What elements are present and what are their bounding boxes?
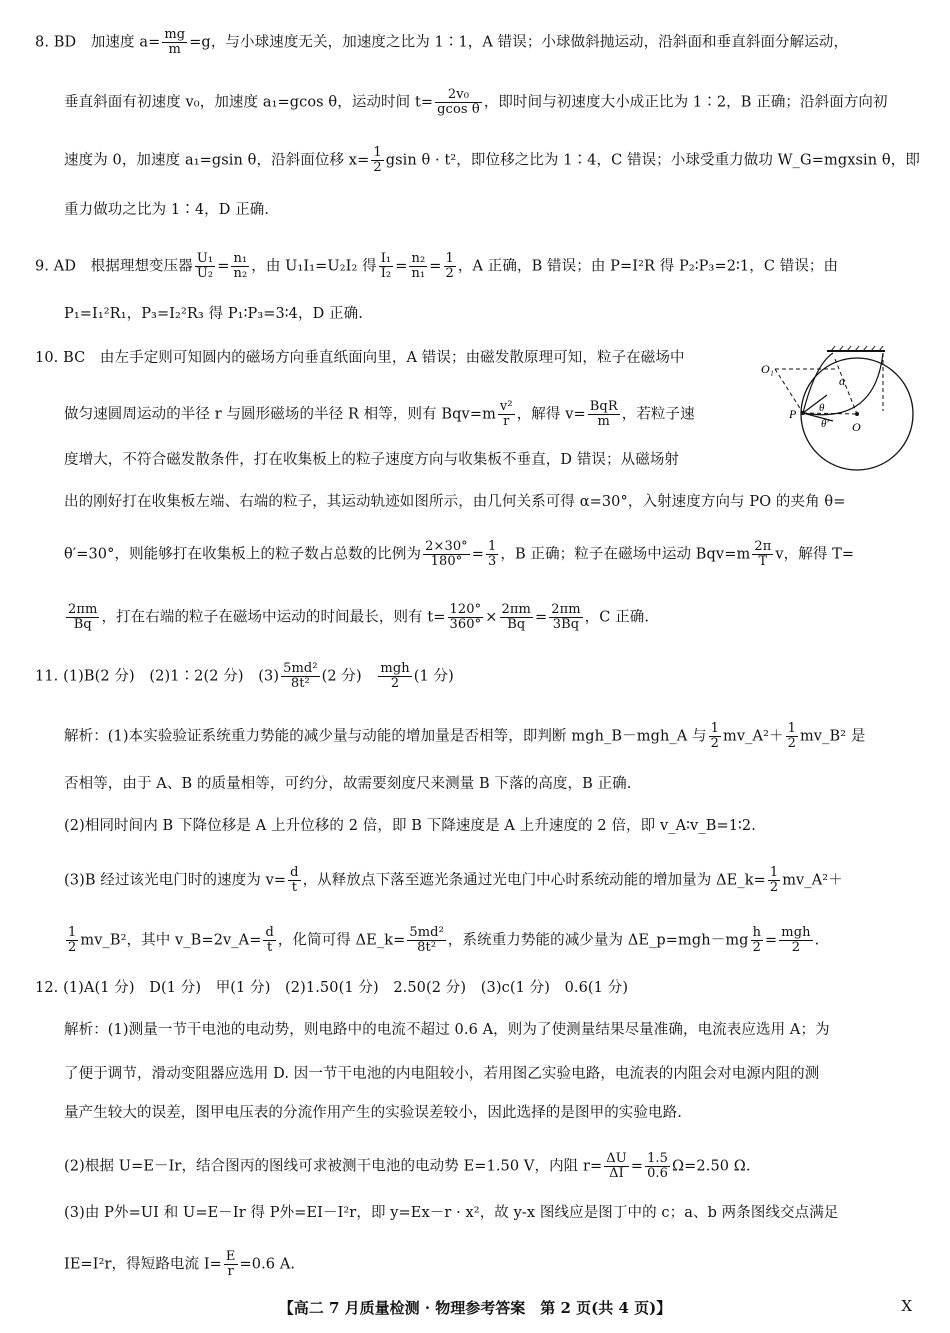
page-footer: 【高二 7 月质量检测 · 物理参考答案 第 2 页(共 4 页)】 [278,1299,672,1317]
fraction: $\frac{1}{2}$ [68,925,77,955]
fraction: $\frac{120^\circ}{360^\circ}$ [449,602,482,632]
version-code: X [901,1297,912,1315]
q10-line-6: $\frac{2\pi m}{Bq}$ ，打在右端的粒子在磁场中运动的时间最长，则有 t= $\frac{120^\circ}{360^\circ}$ × $\frac{2\pi m}{Bq}$ = $\frac{2\pi m}{3Bq}$ ，C 正确. [68,602,650,632]
q8-line-3: 速度为 0，加速度 a₁=gsin θ，沿斜面位移 x= $\frac{1}{2}$ gsin θ · t²，即位移之比为 1∶4，C 错误；小球受重力做功 W_G=mgxsin θ，即 [64,145,920,175]
q12-line-3: 了便于调节，滑动变阻器应选用 D. 因一节干电池的内电阻较小，若用图乙实验电路，电流表的内阻会对电源内阻的测 [64,1066,820,1082]
fraction: $\frac{\text{v²}}{r}$ [499,399,513,429]
fraction: $\frac{\text{n₂}}{\text{n₁}}$ [411,251,426,281]
fraction: $\frac{d}{t}$ [290,865,299,895]
q12-line-7: IE=I²r，得短路电流 I= $\frac{E}{r}$ =0.6 A. [64,1249,296,1279]
fraction: $\frac{\text{U₁}}{\text{U₂}}$ [196,251,214,281]
fraction: $\frac{\text{I₁}}{\text{I₂}}$ [380,251,392,281]
q10-line-2: 做匀速圆周运动的半径 r 与圆形磁场的半径 R 相等，则有 Bqv=m $\frac{\text{v²}}{r}$ ，解得 v= $\frac{\text{BqR}}{m}$ ，若粒子速 [64,399,695,429]
q9-line-2: P₁=I₁²R₁，P₃=I₂²R₃ 得 P₁∶P₃=3∶4，D 正确. [64,306,363,322]
q12-line-4: 量产生较大的误差，图甲电压表的分流作用产生的实验误差较小，因此选择的是图甲的实验电路. [64,1105,682,1121]
q8-line-1: 8. BD 加速度 a= $\frac{mg}{m}$ =g，与小球速度无关，加速度之比为 1∶1，A 错误；小球做斜抛运动，沿斜面和垂直斜面分解运动， [35,27,849,57]
fraction: $\frac{E}{r}$ [225,1249,236,1279]
fraction: $\frac{\text{mgh}}{2}$ [781,925,811,955]
fraction: $\frac{d}{t}$ [265,925,274,955]
fraction: $\frac{1}{2}$ [710,721,719,751]
q11-line-3: 否相等，由于 A、B 的质量相等，可约分，故需要刻度尺来测量 B 下落的高度，B 正确. [64,776,632,792]
label-theta: θ [819,402,825,414]
q8-line-4: 重力做功之比为 1∶4，D 正确. [64,202,270,218]
q9-line-1: 9. AD 根据理想变压器 $\frac{\text{U₁}}{\text{U₂}}$ = $\frac{\text{n₁}}{\text{n₂}}$ ，由 U₁I₁=U₂I₂ 得 $\frac{\text{I₁}}{\text{I₂}}$ = $\frac{\text{n₂}}{\text{n₁}}$ = $\frac{1}{2}$ ，A 正确，B 错误；由 P=I²R 得 P₂∶P₃=2∶1，C 错误；由 [35,251,839,281]
label-o: O [852,420,861,434]
label-alpha: α [839,374,846,388]
fraction: $\frac{1}{2}$ [769,865,779,895]
fraction: $\frac{\text{2v₀}}{\text{gcos θ}}$ [437,87,480,117]
label-theta-prime: θ′ [821,418,829,430]
fraction: $\frac{1}{2}$ [373,145,382,175]
q10-line-4: 出的刚好打在收集板左端、右端的粒子，其运动轨迹如图所示，由几何关系可得 α=30°，入射速度方向与 PO 的夹角 θ= [64,494,846,510]
fraction: $\frac{1}{2}$ [787,721,796,751]
fraction: $\frac{2\pi m}{3Bq}$ [551,602,581,632]
q8-line-2: 垂直斜面有初速度 v₀，加速度 a₁=gcos θ，运动时间 t= $\frac{\text{2v₀}}{\text{gcos θ}}$ ，即时间与初速度大小成正比为 1∶2，B 正确；沿斜面方向初 [64,87,888,117]
fraction: $\frac{h}{2}$ [752,925,762,955]
q12-line-2: 解析：(1)测量一节干电池的电动势，则电路中的电流不超过 0.6 A，则为了使测量结果尽量准确，电流表应选用 A；为 [64,1022,830,1038]
fraction: $\frac{2\pi m}{Bq}$ [501,602,531,632]
q10-line-5: θ′=30°，则能够打在收集板上的粒子数占总数的比例为 $\frac{2\times 30^\circ}{180^\circ}$ = $\frac{1}{3}$ ，B 正确；粒子在磁场中运动 Bqv=m $\frac{2\pi}{T}$ v，解得 T= [64,539,855,569]
q11-line-2: 解析：(1)本实验验证系统重力势能的减少量与动能的增加量是否相等，即判断 mgh_B－mgh_A 与 $\frac{1}{2}$ mv_A²＋ $\frac{1}{2}$ mv_B² 是 [64,721,866,751]
magnetic-field-diagram [755,345,920,475]
q12-line-6: (3)由 P外=UI 和 U=E－Ir 得 P外=EI－I²r，即 y=Ex－r · x²，故 y-x 图线应是图丁中的 c；a、b 两条图线交点满足 [64,1205,839,1221]
point-o [855,412,859,416]
fraction: $\frac{2\pi}{T}$ [754,539,772,569]
fraction: $\frac{2\times 30^\circ}{180^\circ}$ [425,539,468,569]
q10-line-3: 度增大，不符合磁发散条件，打在收集板上的粒子速度方向与收集板不垂直，D 错误；从磁场射 [64,452,680,468]
q11-line-4: (2)相同时间内 B 下降位移是 A 上升位移的 2 倍，即 B 下降速度是 A 上升速度的 2 倍，即 v_A∶v_B=1∶2. [64,818,756,834]
fraction: $\frac{1}{2}$ [445,251,454,281]
fraction: $\frac{\text{n₁}}{\text{n₂}}$ [233,251,248,281]
point-p [801,411,805,415]
q11-line-5: (3)B 经过该光电门时的速度为 v= $\frac{d}{t}$ ，从释放点下落至遮光条通过光电门中心时系统动能的增加量为 ΔE_k= $\frac{1}{2}$ mv_A²＋ [64,865,843,895]
fraction: $\frac{mg}{m}$ [164,27,186,57]
fraction: $\frac{\text{5md²}}{\text{8t²}}$ [409,925,444,955]
trajectory-left [803,353,833,413]
fraction: $\frac{1.5}{0.6}$ [647,1151,669,1181]
label-o1: O₁ [761,362,774,376]
fraction: $\frac{\Delta U}{\Delta I}$ [606,1151,627,1181]
fraction: $\frac{\text{5md²}}{\text{8t²}}$ [283,661,318,691]
fraction: $\frac{\text{BqR}}{m}$ [589,399,618,429]
q10-line-1: 10. BC 由左手定则可知圆内的磁场方向垂直纸面向里，A 错误；由磁发散原理可知，粒子在磁场中 [35,350,685,366]
fraction: $\frac{\text{mgh}}{2}$ [380,661,410,691]
q11-line-1: 11. (1)B(2 分) (2)1∶2(2 分) (3) $\frac{\text{5md²}}{\text{8t²}}$ (2 分) $\frac{\text{mgh}}{2}$ (1 分) [35,661,454,691]
fraction: $\frac{1}{3}$ [488,539,497,569]
fraction: $\frac{2\pi m}{Bq}$ [68,602,98,632]
q12-line-1: 12. (1)A(1 分) D(1 分) 甲(1 分) (2)1.50(1 分) 2.50(2 分) (3)c(1 分) 0.6(1 分) [35,980,629,996]
label-p: P [789,407,797,421]
q12-line-5: (2)根据 U=E－Ir，结合图丙的图线可求被测干电池的电动势 E=1.50 V，内阻 r= $\frac{\Delta U}{\Delta I}$ = $\frac{1.5}{0.6}$ Ω=2.50 Ω. [64,1151,751,1181]
q11-line-6: $\frac{1}{2}$ mv_B²，其中 v_B=2v_A= $\frac{d}{t}$ ，化简可得 ΔE_k= $\frac{\text{5md²}}{\text{8t²}}$ ，系统重力势能的减少量为 ΔE_p=mgh－mg $\frac{h}{2}$ = $\frac{\text{mgh}}{2}$ . [68,925,820,955]
